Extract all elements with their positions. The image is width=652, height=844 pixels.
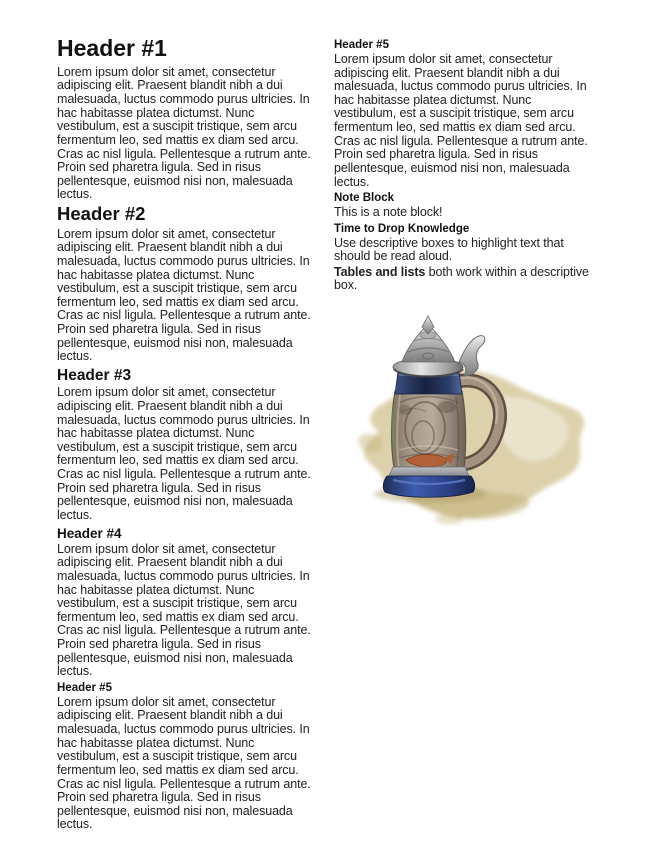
note-block-section: [334, 192, 590, 220]
body-paragraph: Lorem ipsum dolor sit amet, consectetur adipiscing elit. Praesent blandit nibh a dui malesuada, luctus commodo purus ultricies. In hac habitasse platea dictumst. Nunc vestibulum, est a suscipit tristique, sem arcu fermentum leo, sed mattis ex diam sed arcu. Cras ac nisl ligula. Pellentesque a rutrum ante. Proin sed pharetra ligula. Sed in risus pellentesque, euismod nisi non, malesuada lectus.: [57, 385, 311, 522]
beer-stein-figure: [332, 311, 590, 532]
section-header-5-right: [334, 39, 590, 189]
beer-stein-image: [332, 311, 594, 527]
section-header-1: [57, 36, 313, 202]
knowledge-heading: Time to Drop Knowledge: [334, 222, 470, 235]
heading-5: Header #5: [334, 39, 389, 51]
heading-4: Header #4: [57, 525, 122, 541]
heading-1: Header #1: [57, 35, 167, 61]
heading-5: Header #5: [57, 681, 112, 694]
section-header-2: [57, 204, 313, 364]
note-block-heading: Note Block: [334, 192, 395, 205]
heading-3: Header #3: [57, 366, 132, 384]
body-paragraph: Lorem ipsum dolor sit amet, consectetur adipiscing elit. Praesent blandit nibh a dui malesuada, luctus commodo purus ultricies. In hac habitasse platea dictumst. Nunc vestibulum, est a suscipit tristique, sem arcu fermentum leo, sed mattis ex diam sed arcu. Cras ac nisl ligula. Pellentesque a rutrum ante. Proin sed pharetra ligula. Sed in risus pellentesque, euismod nisi non, malesuada lectus.: [57, 64, 311, 202]
section-header-5-left: [57, 682, 313, 832]
stein-body: [391, 384, 465, 469]
body-paragraph: Lorem ipsum dolor sit amet, consectetur adipiscing elit. Praesent blandit nibh a dui malesuada, luctus commodo purus ultricies. In hac habitasse platea dictumst. Nunc vestibulum, est a suscipit tristique, sem arcu fermentum leo, sed mattis ex diam sed arcu. Cras ac nisl ligula. Pellentesque a rutrum ante. Proin sed pharetra ligula. Sed in risus pellentesque, euismod nisi non, malesuada lectus.: [334, 51, 588, 189]
right-column: [334, 36, 590, 834]
knowledge-block-section: [334, 223, 590, 264]
note-block-text: This is a note block!: [334, 205, 443, 219]
stein-finial: [420, 316, 436, 339]
stein-base: [383, 476, 474, 497]
section-header-4: [57, 526, 313, 679]
body-paragraph: Lorem ipsum dolor sit amet, consectetur adipiscing elit. Praesent blandit nibh a dui malesuada, luctus commodo purus ultricies. In hac habitasse platea dictumst. Nunc vestibulum, est a suscipit tristique, sem arcu fermentum leo, sed mattis ex diam sed arcu. Cras ac nisl ligula. Pellentesque a rutrum ante. Proin sed pharetra ligula. Sed in risus pellentesque, euismod nisi non, malesuada lectus.: [57, 694, 311, 832]
body-paragraph: Lorem ipsum dolor sit amet, consectetur adipiscing elit. Praesent blandit nibh a dui malesuada, luctus commodo purus ultricies. In hac habitasse platea dictumst. Nunc vestibulum, est a suscipit tristique, sem arcu fermentum leo, sed mattis ex diam sed arcu. Cras ac nisl ligula. Pellentesque a rutrum ante. Proin sed pharetra ligula. Sed in risus pellentesque, euismod nisi non, malesuada lectus.: [57, 226, 311, 364]
section-header-3: [57, 367, 313, 523]
tables-lists-line: [334, 266, 590, 293]
body-paragraph: Lorem ipsum dolor sit amet, consectetur adipiscing elit. Praesent blandit nibh a dui malesuada, luctus commodo purus ultricies. In hac habitasse platea dictumst. Nunc vestibulum, est a suscipit tristique, sem arcu fermentum leo, sed mattis ex diam sed arcu. Cras ac nisl ligula. Pellentesque a rutrum ante. Proin sed pharetra ligula. Sed in risus pellentesque, euismod nisi non, malesuada lectus.: [57, 541, 311, 679]
heading-2: Header #2: [57, 203, 146, 224]
tables-lists-rest: both work within a descriptive box.: [334, 264, 589, 293]
knowledge-text: Use descriptive boxes to highlight text that should be read aloud.: [334, 235, 564, 264]
tables-lists-bold: Tables and lists: [334, 264, 426, 279]
left-column: [57, 36, 313, 834]
